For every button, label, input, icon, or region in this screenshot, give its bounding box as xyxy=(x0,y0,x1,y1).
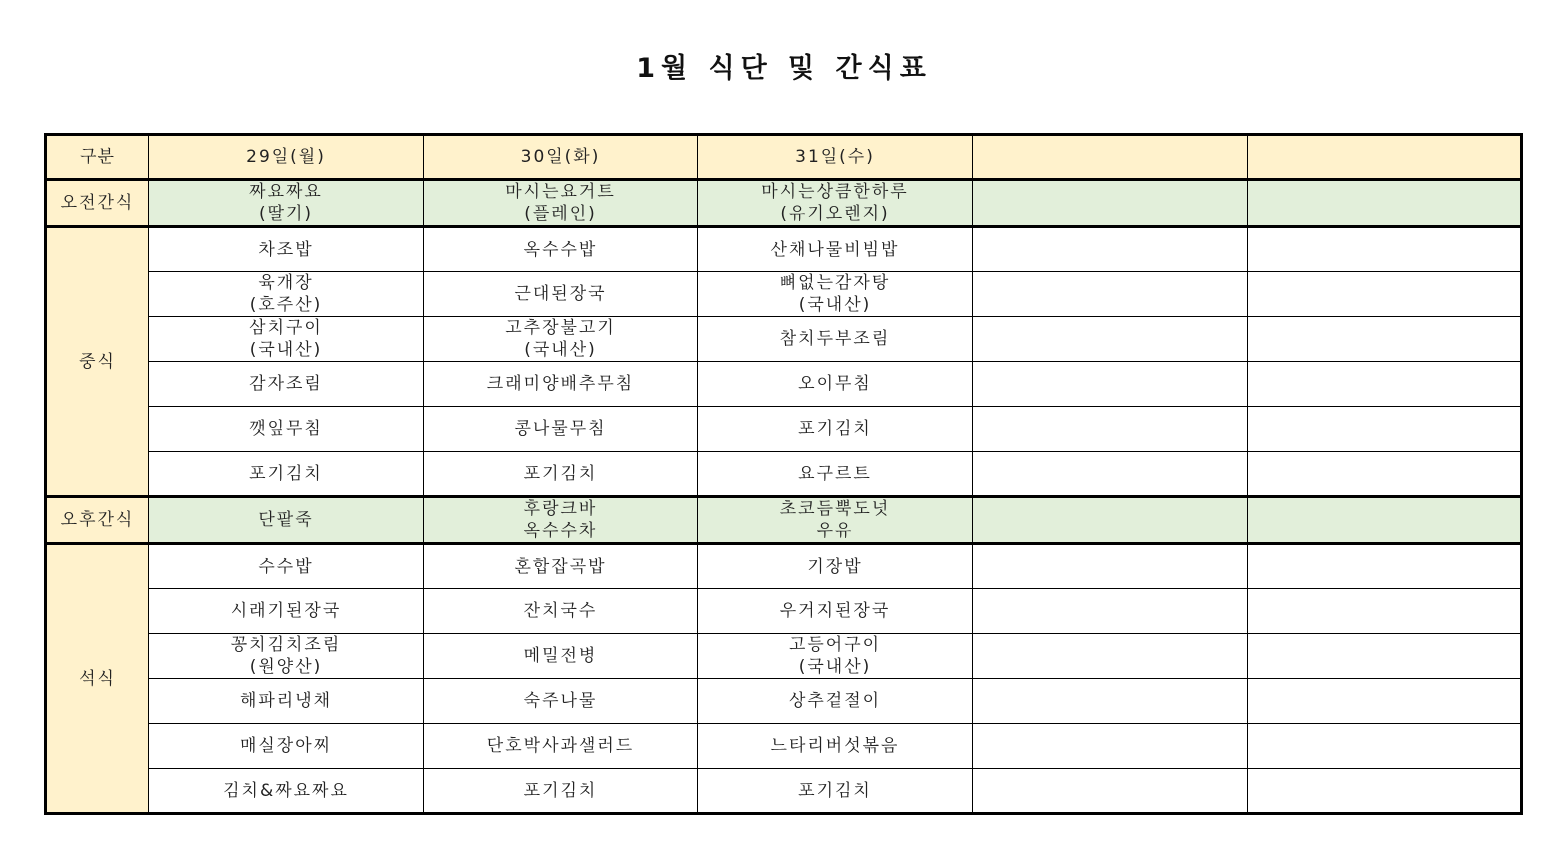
menu-item-line: 해파리냉채 xyxy=(239,691,333,711)
menu-cell xyxy=(149,724,424,769)
header-day: 29일(월) xyxy=(149,135,424,180)
menu-cell xyxy=(149,589,424,634)
meal-row xyxy=(46,317,1522,362)
menu-item-line: 차조밥 xyxy=(258,239,314,260)
menu-cell xyxy=(1248,769,1522,814)
menu-cell xyxy=(973,634,1248,679)
meal-row xyxy=(46,679,1522,724)
menu-cell xyxy=(1248,362,1522,407)
menu-cell xyxy=(698,589,973,634)
menu-item-line: 포기김치 xyxy=(523,463,598,484)
menu-cell xyxy=(1248,227,1522,272)
menu-cell xyxy=(1248,497,1522,544)
menu-cell xyxy=(149,769,424,814)
menu-cell xyxy=(149,544,424,589)
menu-item-line: 시래기된장국 xyxy=(230,601,342,621)
meal-row xyxy=(46,227,1522,272)
menu-cell xyxy=(1248,679,1522,724)
menu-item-line: 단팥죽 xyxy=(258,510,314,530)
menu-cell xyxy=(698,634,973,679)
menu-item-line: 단호박사과샐러드 xyxy=(486,736,635,756)
snack-row xyxy=(46,180,1522,227)
menu-item-line: 상추겉절이 xyxy=(788,691,882,711)
section-pm-snack-label: 오후간식 xyxy=(46,497,149,544)
menu-cell xyxy=(149,227,424,272)
menu-item-line: (국내산) xyxy=(798,657,872,677)
menu-item-line: 마시는요거트 xyxy=(505,182,616,202)
menu-cell xyxy=(973,407,1248,452)
menu-cell xyxy=(1248,272,1522,317)
menu-item-line: 깻잎무침 xyxy=(249,419,323,439)
menu-cell xyxy=(1248,317,1522,362)
menu-cell xyxy=(424,362,698,407)
menu-item-line: 크래미양배추무침 xyxy=(486,374,635,394)
menu-item-line: 삼치구이 xyxy=(249,318,323,338)
menu-cell xyxy=(973,769,1248,814)
menu-item-line: 매실장아찌 xyxy=(239,736,333,756)
menu-cell xyxy=(698,272,973,317)
menu-cell xyxy=(698,407,973,452)
menu-item-line: 메밀전병 xyxy=(523,646,598,666)
meal-row xyxy=(46,362,1522,407)
meal-row xyxy=(46,634,1522,679)
menu-item-line: (국내산) xyxy=(798,295,872,315)
menu-item-line: 포기김치 xyxy=(249,463,323,484)
meal-table xyxy=(44,133,1523,815)
menu-item-line: 김치&짜요짜요 xyxy=(223,780,349,801)
menu-cell xyxy=(973,317,1248,362)
page-title: 1월 식단 및 간식표 xyxy=(636,53,932,84)
menu-item-line: 산채나물비빔밥 xyxy=(770,239,900,260)
menu-item-line: (유기오렌지) xyxy=(780,204,890,224)
menu-item-line: 마시는상큼한하루 xyxy=(761,182,909,202)
menu-cell xyxy=(149,272,424,317)
menu-cell xyxy=(424,634,698,679)
menu-cell xyxy=(698,227,973,272)
menu-cell xyxy=(149,407,424,452)
menu-cell xyxy=(698,180,973,227)
menu-item-line: (딸기) xyxy=(258,204,314,224)
menu-cell xyxy=(973,362,1248,407)
menu-item-line: 참치두부조림 xyxy=(779,329,891,349)
menu-item-line: (국내산) xyxy=(249,340,323,360)
menu-cell xyxy=(149,317,424,362)
menu-item-line: 포기김치 xyxy=(798,419,872,439)
menu-item-line: 근대된장국 xyxy=(514,284,607,304)
menu-item-line: 요구르트 xyxy=(798,463,872,484)
menu-cell xyxy=(424,724,698,769)
menu-cell xyxy=(1248,724,1522,769)
menu-item-line: (원양산) xyxy=(249,657,323,677)
meal-row xyxy=(46,272,1522,317)
menu-item-line: 수수밥 xyxy=(258,556,314,577)
menu-cell xyxy=(424,769,698,814)
menu-cell xyxy=(1248,180,1522,227)
header-category: 구분 xyxy=(46,135,149,180)
header-day: 31일(수) xyxy=(698,135,973,180)
menu-item-line: 느타리버섯볶음 xyxy=(770,736,900,756)
menu-cell xyxy=(698,362,973,407)
menu-cell xyxy=(149,497,424,544)
menu-cell xyxy=(698,679,973,724)
menu-item-line: 혼합잡곡밥 xyxy=(514,556,607,577)
header-day xyxy=(973,135,1248,180)
menu-item-line: 숙주나물 xyxy=(523,691,598,711)
menu-item-line: 우거지된장국 xyxy=(779,601,891,621)
menu-item-line: 후랑크바 xyxy=(523,499,598,519)
section-dinner-label: 석식 xyxy=(46,544,149,814)
menu-cell xyxy=(973,272,1248,317)
menu-cell xyxy=(424,317,698,362)
menu-cell xyxy=(424,679,698,724)
section-lunch-label: 중식 xyxy=(46,227,149,497)
menu-cell xyxy=(149,634,424,679)
menu-cell xyxy=(424,227,698,272)
menu-item-line: (플레인) xyxy=(524,204,597,224)
menu-cell xyxy=(698,544,973,589)
menu-item-line: 고등어구이 xyxy=(788,635,882,655)
meal-row xyxy=(46,452,1522,497)
meal-row xyxy=(46,769,1522,814)
menu-cell xyxy=(149,362,424,407)
menu-cell xyxy=(973,544,1248,589)
menu-item-line: 고추장불고기 xyxy=(505,318,616,338)
menu-item-line: (국내산) xyxy=(524,340,597,360)
section-am-snack-label: 오전간식 xyxy=(46,180,149,227)
menu-cell xyxy=(149,180,424,227)
menu-cell xyxy=(1248,407,1522,452)
menu-item-line: 꽁치김치조림 xyxy=(230,635,342,655)
menu-cell xyxy=(1248,634,1522,679)
menu-cell xyxy=(973,724,1248,769)
menu-cell xyxy=(424,452,698,497)
menu-cell xyxy=(1248,589,1522,634)
menu-cell xyxy=(973,497,1248,544)
menu-cell xyxy=(1248,544,1522,589)
menu-cell xyxy=(698,452,973,497)
menu-item-line: 잔치국수 xyxy=(523,601,598,621)
menu-item-line: 포기김치 xyxy=(523,780,598,801)
menu-cell xyxy=(149,679,424,724)
menu-item-line: 뼈없는감자탕 xyxy=(779,273,891,293)
menu-item-line: 옥수수차 xyxy=(523,521,598,541)
header-day xyxy=(1248,135,1522,180)
menu-cell xyxy=(973,227,1248,272)
meal-row xyxy=(46,407,1522,452)
menu-item-line: 기장밥 xyxy=(807,556,863,577)
menu-item-line: 감자조림 xyxy=(249,374,323,394)
menu-cell xyxy=(973,589,1248,634)
meal-row xyxy=(46,589,1522,634)
menu-item-line: 육개장 xyxy=(258,273,314,293)
menu-cell xyxy=(698,317,973,362)
menu-cell xyxy=(698,724,973,769)
menu-item-line: 콩나물무침 xyxy=(514,419,607,439)
menu-cell xyxy=(424,180,698,227)
menu-cell xyxy=(424,589,698,634)
menu-cell xyxy=(424,272,698,317)
menu-item-line: 짜요짜요 xyxy=(249,182,323,202)
menu-item-line: 옥수수밥 xyxy=(523,239,598,260)
menu-item-line: 초코듬뿍도넛 xyxy=(779,499,891,519)
menu-cell xyxy=(973,180,1248,227)
menu-cell xyxy=(973,452,1248,497)
meal-row xyxy=(46,724,1522,769)
menu-cell xyxy=(973,679,1248,724)
menu-item-line: (호주산) xyxy=(249,295,323,315)
menu-item-line: 우유 xyxy=(816,521,854,541)
header-row xyxy=(46,135,1522,180)
menu-item-line: 오이무침 xyxy=(798,374,872,394)
menu-item-line: 포기김치 xyxy=(798,780,872,801)
header-day: 30일(화) xyxy=(424,135,698,180)
menu-cell xyxy=(149,452,424,497)
menu-cell xyxy=(698,769,973,814)
menu-cell xyxy=(698,497,973,544)
menu-cell xyxy=(424,407,698,452)
menu-cell xyxy=(424,544,698,589)
menu-cell xyxy=(1248,452,1522,497)
snack-row xyxy=(46,497,1522,544)
meal-row xyxy=(46,544,1522,589)
menu-cell xyxy=(424,497,698,544)
